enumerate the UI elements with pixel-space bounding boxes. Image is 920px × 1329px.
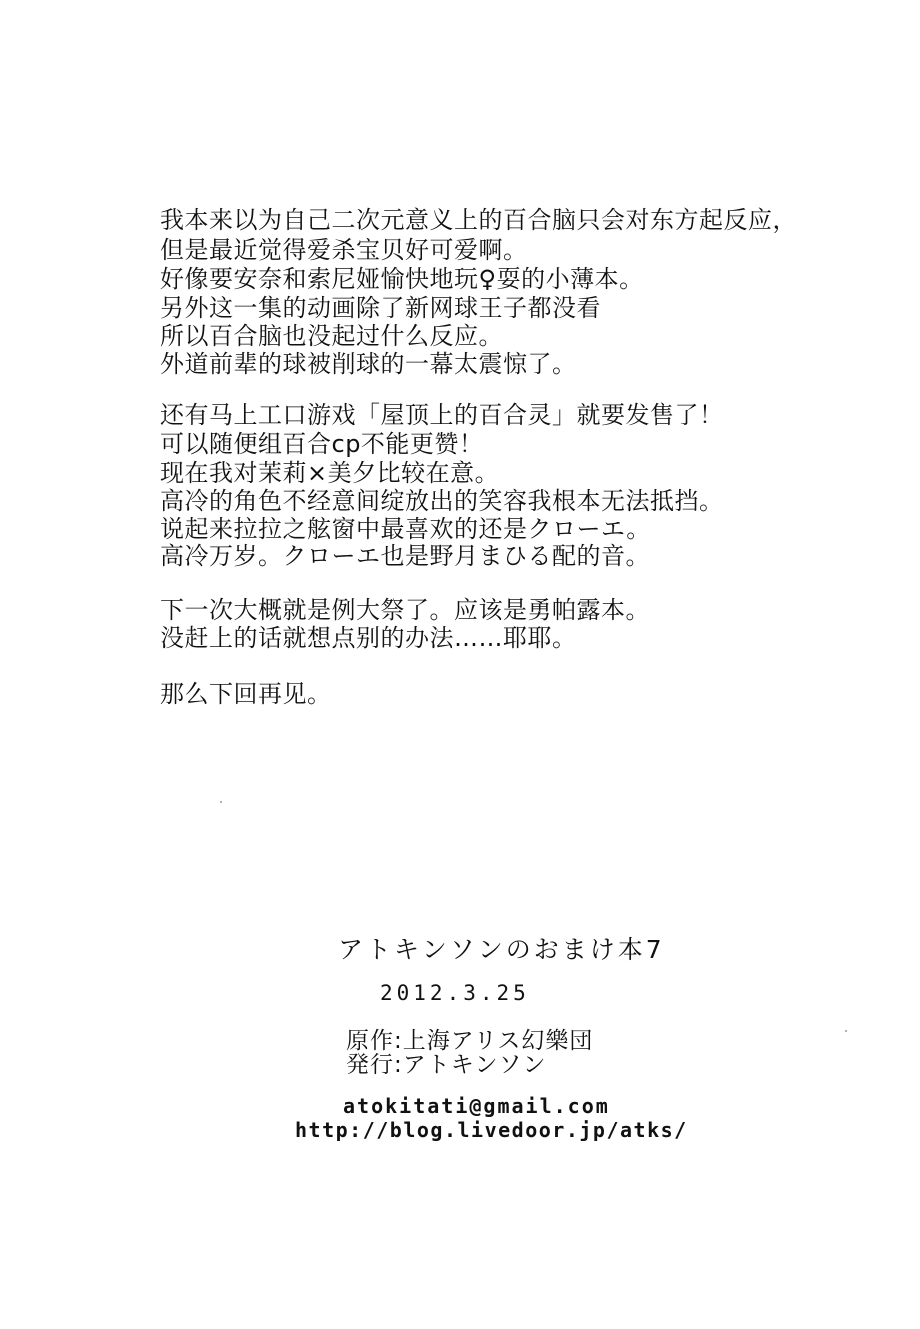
afterword-line: 高冷万岁。クローエ也是野月まひる配的音。 bbox=[160, 542, 650, 570]
publication-date: 2012.3.25 bbox=[380, 981, 530, 1005]
afterword-line: 高冷的角色不经意间绽放出的笑容我根本无法抵挡。 bbox=[160, 487, 724, 515]
afterword-line: 另外这一集的动画除了新网球王子都没看 bbox=[160, 294, 601, 322]
scan-speck bbox=[220, 801, 222, 803]
afterword-line: 好像要安奈和索尼娅愉快地玩♀耍的小薄本。 bbox=[160, 265, 644, 293]
afterword-line: 说起来拉拉之舷窗中最喜欢的还是クローエ。 bbox=[160, 515, 651, 543]
afterword-line: 外道前辈的球被削球的一幕太震惊了。 bbox=[160, 350, 577, 378]
afterword-line: 现在我对茉莉×美夕比较在意。 bbox=[160, 459, 500, 487]
contact-email: atokitati@gmail.com bbox=[343, 1094, 610, 1118]
afterword-line: 我本来以为自己二次元意义上的百合脑只会对东方起反应， bbox=[160, 206, 797, 234]
afterword-line: 所以百合脑也没起过什么反应。 bbox=[160, 322, 503, 350]
afterword-line: 但是最近觉得爱杀宝贝好可爱啊。 bbox=[160, 236, 528, 264]
publisher-credit: 発行:アトキンソン bbox=[346, 1052, 547, 1078]
book-title: アトキンソンのおまけ本7 bbox=[338, 935, 665, 964]
original-work-credit: 原作:上海アリス幻樂団 bbox=[346, 1028, 594, 1054]
afterword-line: 还有马上工口游戏「屋顶上的百合灵」就要发售了！ bbox=[160, 401, 724, 429]
blog-url: http://blog.livedoor.jp/atks/ bbox=[295, 1118, 688, 1142]
afterword-line: 可以随便组百合cp不能更赞！ bbox=[160, 430, 484, 458]
afterword-line: 下一次大概就是例大祭了。应该是勇帕露本。 bbox=[160, 596, 650, 624]
scan-speck bbox=[845, 1030, 847, 1032]
afterword-line: 没赶上的话就想点别的办法……耶耶。 bbox=[160, 624, 577, 652]
afterword-line: 那么下回再见。 bbox=[160, 680, 332, 708]
